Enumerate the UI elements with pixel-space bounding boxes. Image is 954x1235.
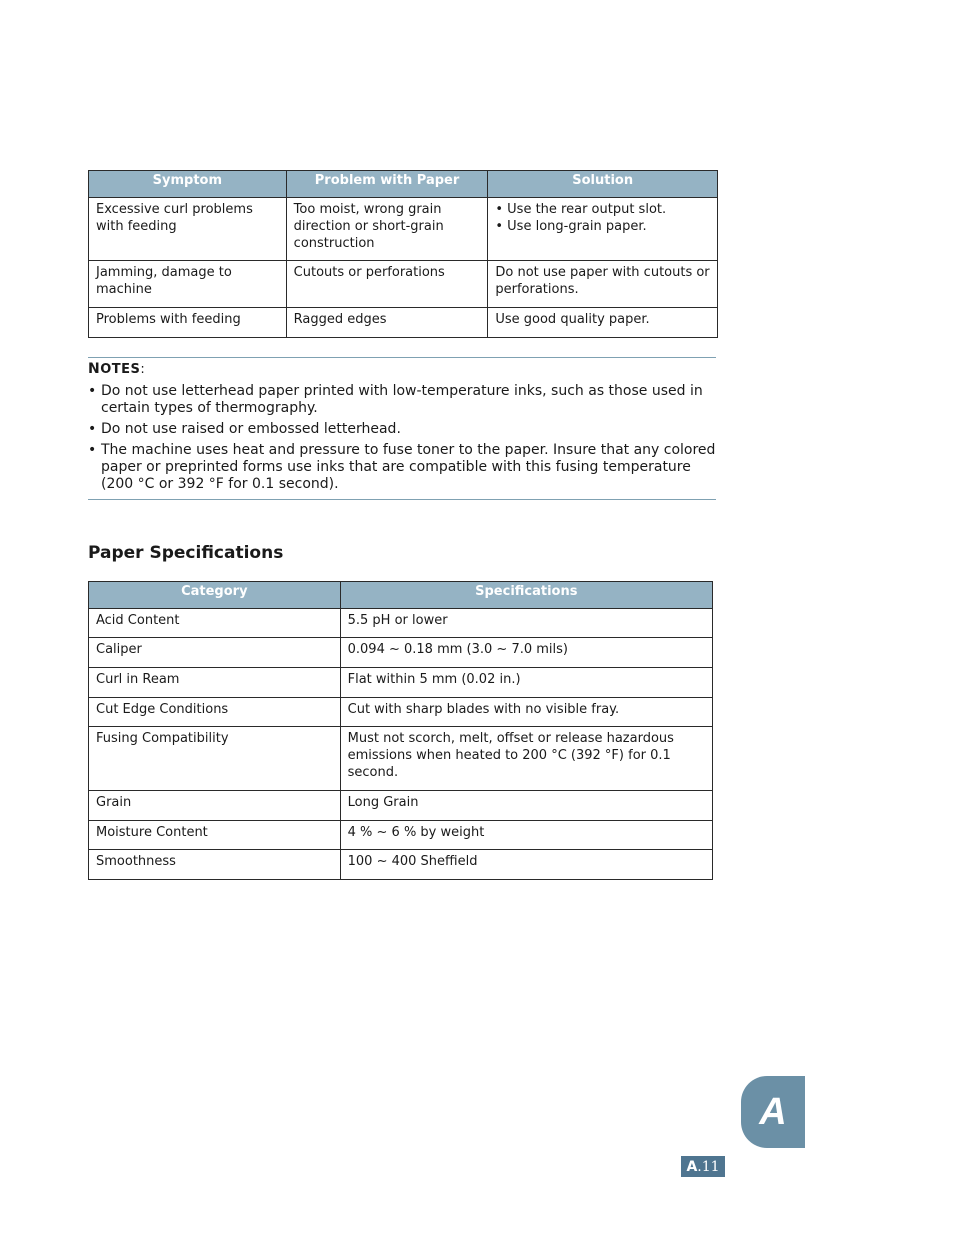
header-symptom: Symptom — [89, 171, 287, 198]
spec-cell: Must not scorch, melt, offset or release hazardous emissions when heated to 200 °C (392 °F) for 0.1 second. — [340, 727, 712, 791]
table-row — [89, 198, 718, 261]
spec-cell: Cut with sharp blades with no visible fray. — [340, 698, 712, 727]
notes-block — [88, 361, 716, 497]
symptom-table-header — [89, 171, 718, 198]
spec-cell: 0.094 ~ 0.18 mm (3.0 ~ 7.0 mils) — [340, 638, 712, 668]
table-row — [89, 727, 713, 791]
table-row — [89, 821, 713, 850]
solution-cell — [488, 198, 718, 261]
spec-cell: Flat within 5 mm (0.02 in.) — [340, 668, 712, 698]
header-category: Category — [89, 582, 341, 609]
table-row — [89, 850, 713, 880]
symptom-cell: Jamming, damage to machine — [89, 261, 287, 308]
chapter-letter: A — [759, 1090, 787, 1133]
note-item: • Do not use raised or embossed letterhead. — [88, 421, 401, 437]
solution-line: Do not use paper with cutouts or perforations. — [495, 265, 710, 297]
spec-cell: 5.5 pH or lower — [340, 609, 712, 638]
notes-top-rule — [88, 357, 716, 358]
spec-cell: 100 ~ 400 Sheffield — [340, 850, 712, 880]
header-solution: Solution — [488, 171, 718, 198]
spec-cell: 4 % ~ 6 % by weight — [340, 821, 712, 850]
category-cell: Smoothness — [89, 850, 341, 880]
solution-line: Use good quality paper. — [495, 312, 650, 327]
problem-cell: Too moist, wrong grain direction or short-grain construction — [286, 198, 488, 261]
solution-line: • Use long-grain paper. — [495, 219, 647, 234]
category-cell: Acid Content — [89, 609, 341, 638]
bullet: • — [88, 442, 97, 458]
chapter-tab — [741, 1076, 805, 1148]
note-item: • The machine uses heat and pressure to fuse toner to the paper. Insure that any colored paper or preprinted forms use inks that are compatible with this fusing temperature (200 °C or 392 °F for 0.1 second). — [88, 442, 716, 492]
header-specifications: Specifications — [340, 582, 712, 609]
notes-list — [88, 383, 716, 493]
solution-line: • Use the rear output slot. — [495, 202, 667, 217]
spec-table-header — [89, 582, 713, 609]
table-row — [89, 261, 718, 308]
bullet: • — [88, 383, 97, 399]
category-cell: Grain — [89, 791, 341, 821]
solution-cell — [488, 308, 718, 338]
table-row — [89, 638, 713, 668]
category-cell: Caliper — [89, 638, 341, 668]
section-heading: Paper Specifications — [88, 543, 284, 563]
category-cell: Fusing Compatibility — [89, 727, 341, 791]
table-row — [89, 791, 713, 821]
category-cell: Curl in Ream — [89, 668, 341, 698]
page-number: A . 11 — [681, 1156, 725, 1177]
symptom-table — [88, 170, 718, 338]
notes-heading: NOTES: — [88, 361, 146, 377]
table-row — [89, 668, 713, 698]
category-cell: Cut Edge Conditions — [89, 698, 341, 727]
table-row — [89, 308, 718, 338]
header-problem: Problem with Paper — [286, 171, 488, 198]
paper-spec-table — [88, 581, 713, 880]
problem-cell: Ragged edges — [286, 308, 488, 338]
notes-bottom-rule — [88, 499, 716, 500]
category-cell: Moisture Content — [89, 821, 341, 850]
symptom-cell: Excessive curl problems with feeding — [89, 198, 287, 261]
bullet: • — [88, 421, 97, 437]
note-item: • Do not use letterhead paper printed with low-temperature inks, such as those used in certain types of thermography. — [88, 383, 703, 416]
spec-cell: Long Grain — [340, 791, 712, 821]
problem-cell: Cutouts or perforations — [286, 261, 488, 308]
table-row — [89, 609, 713, 638]
solution-cell — [488, 261, 718, 308]
table-row — [89, 698, 713, 727]
symptom-cell: Problems with feeding — [89, 308, 287, 338]
